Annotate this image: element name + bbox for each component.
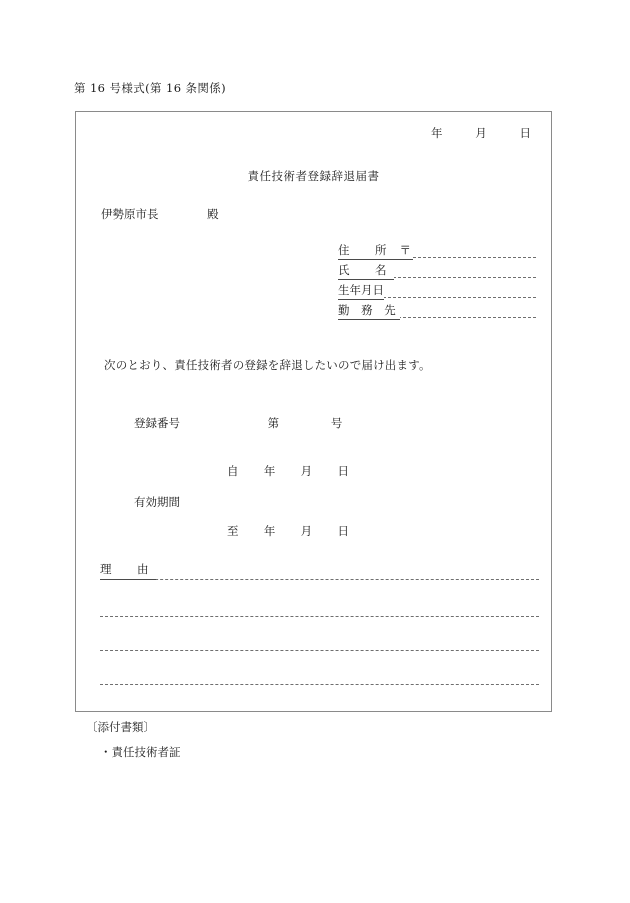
validity-period-label: 有効期間 xyxy=(134,495,180,509)
period-from-month-label: 月 xyxy=(300,464,313,478)
validity-period-to-row xyxy=(227,523,349,539)
validity-period-from-row xyxy=(227,463,349,479)
registration-number-row xyxy=(134,415,342,431)
name-field-label: 氏 名 xyxy=(338,262,394,280)
birthdate-field-label: 生年月日 xyxy=(338,282,384,300)
applicant-fields-block xyxy=(338,242,536,322)
period-from-day-label: 日 xyxy=(337,464,349,478)
field-row-name xyxy=(338,262,536,282)
postal-code-icon: 〒 xyxy=(394,242,414,260)
period-from-marker: 自 xyxy=(227,464,239,478)
reason-dash-1 xyxy=(100,579,539,580)
workplace-field-label: 勤 務 先 xyxy=(338,302,400,320)
period-to-year-label: 年 xyxy=(263,524,276,538)
period-to-month-label: 月 xyxy=(300,524,313,538)
form-number-label: 第 16 号様式(第 16 条関係) xyxy=(74,81,227,95)
registration-number-suffix: 号 xyxy=(330,416,343,430)
addressee-honorific: 殿 xyxy=(207,207,219,221)
address-field-label: 住 所 xyxy=(338,242,394,260)
document-title: 責任技術者登録辞退届書 xyxy=(247,169,380,183)
attachments-heading: 〔添付書類〕 xyxy=(86,720,155,734)
period-to-day-label: 日 xyxy=(337,524,349,538)
date-year-label: 年 xyxy=(431,126,443,140)
date-line xyxy=(431,125,531,141)
reason-dash-4 xyxy=(100,684,539,685)
attachment-item xyxy=(100,744,181,760)
reason-field-label: 理 由 xyxy=(100,561,156,580)
attachment-bullet-icon: ・ xyxy=(100,745,112,759)
reason-block xyxy=(100,561,539,685)
registration-number-label: 登録番号 xyxy=(134,416,180,430)
field-row-address xyxy=(338,242,536,262)
field-row-birthdate xyxy=(338,282,536,302)
date-month-label: 月 xyxy=(475,126,487,140)
reason-dash-2 xyxy=(100,616,539,617)
field-row-workplace xyxy=(338,302,536,322)
reason-first-line xyxy=(100,561,539,583)
registration-number-prefix: 第 xyxy=(267,416,280,430)
form-box xyxy=(75,111,552,712)
reason-dash-3 xyxy=(100,650,539,651)
addressee-name: 伊勢原市長 xyxy=(101,207,159,221)
attachment-item-label: 責任技術者証 xyxy=(111,745,181,759)
date-day-label: 日 xyxy=(519,126,531,140)
statement-text: 次のとおり、責任技術者の登録を辞退したいので届け出ます。 xyxy=(104,358,431,372)
addressee xyxy=(101,206,219,222)
period-to-marker: 至 xyxy=(227,524,239,538)
period-from-year-label: 年 xyxy=(263,464,276,478)
